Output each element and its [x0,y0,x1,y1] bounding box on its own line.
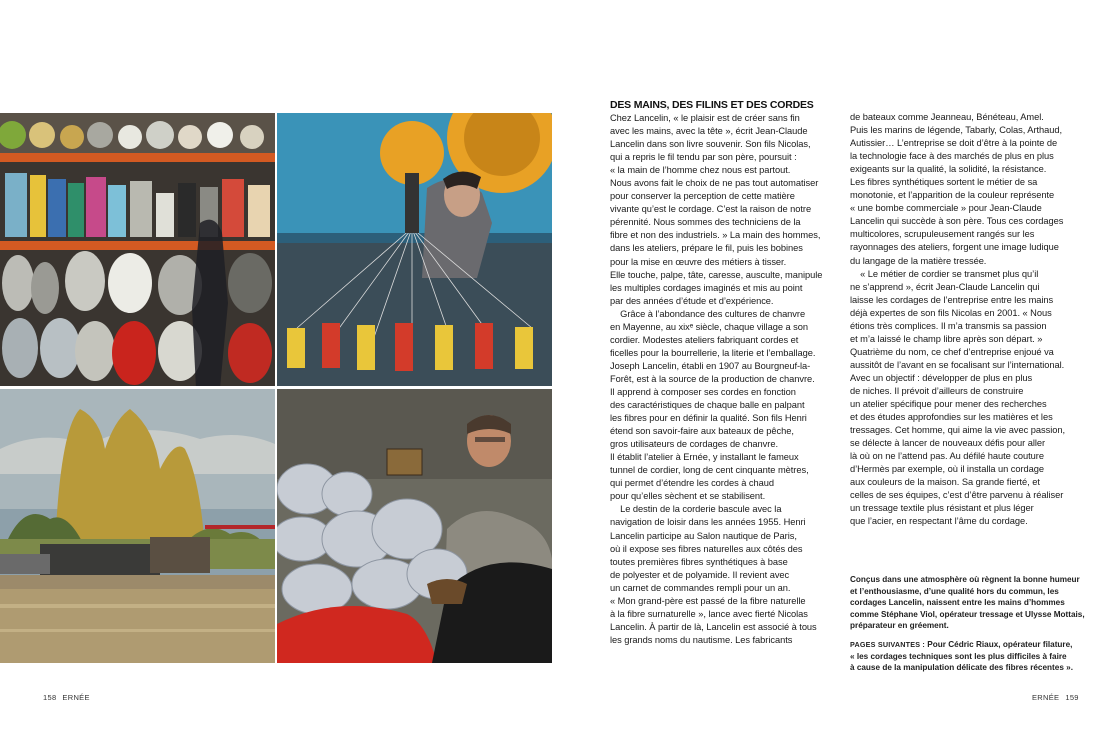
text-line: pour la mise en œuvre des métiers à tisser. [610,256,787,267]
photo-caption [850,574,1085,674]
text-line: de niches. Il prévoit d’ailleurs de construire [850,385,1024,396]
text-line: Conçus dans une atmosphère où règnent la bonne humeur [850,575,1080,584]
next-pages-label: PAGES SUIVANTES : [850,639,926,649]
page-number-right: 159 [1065,693,1079,702]
text-line: toutes premières fibres synthétiques à base [610,556,788,567]
text-line: ficelles pour la bourrellerie, la literie et l’emballage. [610,347,816,358]
text-line: et m’a laissé le champ libre après son départ. » [850,333,1043,344]
text-line: que l’acier, en respectant l’âme du cordage. [850,516,1028,527]
text-line: Lancelin qui succède à son père. Tous ces cordages [850,216,1064,227]
text-line: Il apprend à composer ses cordes en fonction [610,386,796,397]
text-line: gros utilisateurs de cordages de chanvre. [610,439,778,450]
text-line: qui a repris le fil tendu par son père, poursuit : [610,152,797,163]
section-label-right: ERNÉE [1032,693,1060,702]
text-line: Quatrième du nom, ce chef d’entreprise enjoué va [850,346,1054,357]
text-line: fibre et non des industriels. » La main des hommes, [610,230,821,241]
text-line: et des études approfondies sur les matières et les [850,412,1053,423]
text-line: comme Stéphane Viol, opérateur tressage et Ulysse Mottais, [850,609,1085,619]
text-line: Il établit l’atelier à Ernée, y installant le fameux [610,452,799,463]
text-line: Grâce à l’abondance des cultures de chanvre [610,308,806,319]
text-line: à cause de la manipulation délicate des fibres récentes ». [850,663,1073,673]
text-line: Nous avons fait le choix de ne pas tout automatiser [610,178,819,189]
text-line: tressages. Cet homme, qui aime la vie avec passion, [850,425,1065,436]
text-line: « Mon grand-père est passé de la fibre naturelle [610,595,806,606]
text-line: « une bombe commerciale » pour Jean-Claude [850,203,1042,214]
text-line: navigation de loisir dans les années 1955. Henri [610,517,806,528]
text-line: Les fibres synthétiques sortent le métier de sa [850,177,1038,188]
text-line: Le destin de la corderie bascule avec la [610,504,782,515]
text-line: là où on ne l’attend pas. Au défilé haute couture [850,451,1044,462]
text-line: Elle touche, palpe, tâte, caresse, ausculte, manipule [610,269,823,280]
text-line: Lancelin participe au Salon nautique de Paris, [610,530,797,541]
photo-craftsman-ropes [277,389,552,663]
text-line: Lancelin dans son livre souvenir. Son fils Nicolas, [610,139,811,150]
text-line: un carnet de commandes rempli pour un an. [610,582,791,593]
text-line: Lancelin. À partir de là, Lancelin est associé à tous [610,621,817,632]
article-column-2 [850,111,1065,529]
section-label-left: ERNÉE [62,693,90,702]
text-line: « les cordages techniques sont les plus difficiles à faire [850,651,1067,661]
text-line: du langage de la matière tressée. [850,255,987,266]
text-line: la technologie face à des marchés de plus en plus [850,151,1054,162]
text-line: ne s’apprend », écrit Jean-Claude Lancelin qui [850,281,1040,292]
text-line: cordages Lancelin, naissent entre les mains d’hommes [850,598,1065,608]
text-line: vivante qu’est le cordage. C’est la raison de notre [610,204,812,215]
text-line: se délecte à lancer de nouveaux défis pour aller [850,438,1046,449]
text-line: aussitôt de l’avant en se focalisant sur l’international. [850,359,1065,370]
page-number-left: 158 [43,693,57,702]
text-line: « la main de l’homme chez nous est partout. [610,165,791,176]
text-line: préparateur en gréement. [850,621,949,631]
text-line: de bateaux comme Jeanneau, Bénéteau, Amel. [850,112,1044,122]
text-line: Puis les marins de légende, Tabarly, Colas, Arthaud, [850,125,1063,136]
text-line: Joseph Lancelin, établi en 1907 au Bourgneuf-la- [610,360,811,371]
article-column-1 [610,98,842,647]
text-line: les grands noms du nautisme. Les fabricants [610,634,793,645]
text-line: pour qu’elles sèchent et se stabilisent. [610,491,766,502]
text-line: un tressage textile plus résistant et plus léger [850,503,1034,514]
text-line: laisse les cordages de l’entreprise entre les mains [850,294,1054,305]
text-line: à la fibre surnaturelle », lance avec fierté Nicolas [610,608,808,619]
text-line: avec les mains, avec la tête », écrit Jean-Claude [610,126,808,137]
text-line: dans les ateliers, prépare le fil, puis les bobines [610,243,803,254]
text-line: et l’enthousiasme, d’une qualité hors du commun, les [850,586,1059,596]
text-line: tunnel de cordier, long de cent cinquante mètres, [610,465,809,476]
text-line: Autissier… L’entreprise se doit d’être à la pointe de [850,138,1058,149]
photo-braiding-machine [277,113,552,386]
text-line: un atelier spécifique pour mener des recherches [850,399,1047,410]
text-line: « Le métier de cordier se transmet plus qu’il [850,268,1039,279]
text-line: multicolores, scrupuleusement rangés sur les [850,229,1035,240]
text-line: Chez Lancelin, « le plaisir est de créer sans fin [610,113,800,123]
text-line: étions très complices. Il m’a transmis sa passion [850,320,1047,331]
text-line: Avec un objectif : développer de plus en plus [850,372,1033,383]
folio-left [40,693,93,702]
folio-right [1029,693,1082,702]
text-line: étend son savoir-faire aux bateaux de pêche, [610,426,794,437]
text-line: par des années d’étude et d’expérience. [610,295,774,306]
photo-river-lock [0,389,275,663]
text-line: les multiples cordages imaginés et mis au point [610,282,803,293]
text-line: pour conserver la perception de cette matière [610,191,795,202]
text-line: en Mayenne, au xixᵉ siècle, chaque village a son [610,321,808,332]
text-line: cordier. Modestes ateliers fabriquant cordes et [610,334,799,345]
text-line: Forêt, est à la source de la production de chanvre. [610,373,815,384]
text-line: déjà expertes de son fils Nicolas en 2001. « Nous [850,307,1052,318]
text-line: monotonie, et l’apparition de la couleur représente [850,190,1055,201]
text-line: rayonnages des ateliers, forgent une image ludique [850,242,1059,253]
text-line: où il expose ses fibres naturelles aux côtés des [610,543,803,554]
text-line: aux couleurs de la maison. Sa grande fierté, et [850,477,1040,488]
text-line: pérennité. Nous sommes des techniciens de la [610,217,801,228]
article-column-2-text [850,111,1065,529]
text-line: les fibres pour en définir la qualité. Son fils Henri [610,413,807,424]
next-pages-note: PAGES SUIVANTES : Pour Cédric Riaux, opérateur filature, [850,639,1073,649]
text-line: de polyester et de polyamide. Il revient avec [610,569,790,580]
text-line: d’Hermès par exemple, où il installa un cordage [850,464,1045,475]
article-heading: DES MAINS, DES FILINS ET DES CORDES [610,99,814,111]
text-line: celles de ses équipes, c’est d’être parvenu à réaliser [850,490,1064,501]
text-line: exigeants sur la qualité, la solidité, la résistance. [850,164,1047,175]
photo-rope-shelves [0,113,275,386]
text-line: qui permet d’étendre les cordes à chaud [610,478,774,489]
article-column-1-text [610,112,842,647]
text-line: des caractéristiques de chaque balle en palpant [610,400,805,411]
